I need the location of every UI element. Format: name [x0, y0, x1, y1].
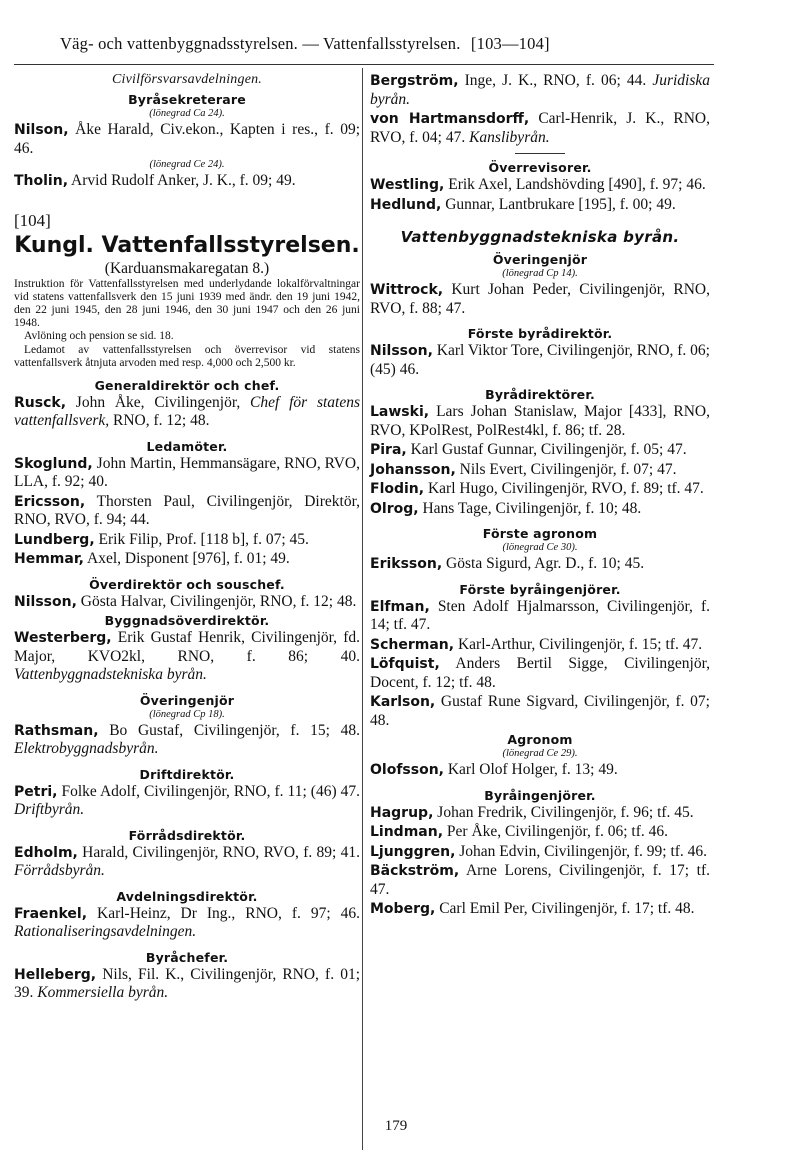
instruction-note: Instruktion för Vattenfallsstyrelsen med underlydande lokalförvaltningar vid statens vattenfallsverk den 15 juni 1939 med ändr. den 19 juni 1942, den 22 juni 1945, den 28 juni 1946, den 30 juni 1947 och den 26 juni 1948.	[14, 277, 360, 330]
page-number: 179	[384, 1118, 408, 1134]
pension-note: Avlöning och pension se sid. 18.	[24, 330, 174, 343]
agency-title: Kungl. Vattenfallsstyrelsen.	[14, 232, 360, 258]
person-name: Flodin,	[370, 481, 425, 497]
person-name: Scherman,	[370, 636, 455, 653]
person-entry: Wittrock, Kurt Johan Peder, Civilingenjör, RNO, RVO, f. 88; 47.	[370, 281, 710, 317]
section-heading: Överrevisorer.	[488, 160, 592, 175]
person-name: Moberg,	[370, 901, 436, 917]
salary-grade: (lönegrad Cp 14).	[502, 268, 578, 279]
person-name: Wittrock,	[370, 282, 444, 298]
person-name: Elfman,	[370, 598, 430, 615]
fee-note: Ledamot av vattenfallsstyrelsen och överrevisor vid statens vattenfallsverk åtnjuta arvoden med resp. 4,000 och 2,500 kr.	[14, 343, 360, 369]
person-entry: Hemmar, Axel, Disponent [976], f. 01; 49.	[14, 550, 290, 568]
section-heading: Överingenjör	[492, 252, 588, 267]
person-name: Petri,	[14, 783, 58, 800]
person-name: von Hartmansdorff,	[370, 111, 530, 127]
person-entry: Löfquist, Anders Bertil Sigge, Civilingenjör, Docent, f. 12; tf. 48.	[370, 655, 710, 691]
right-column	[370, 72, 710, 920]
person-entry: Moberg, Carl Emil Per, Civilingenjör, f. 17; tf. 48.	[370, 900, 695, 917]
person-name: Hedlund,	[370, 196, 442, 213]
person-name: Eriksson,	[370, 556, 443, 572]
person-name: Lawski,	[370, 404, 430, 420]
person-entry: Scherman, Karl-Arthur, Civilingenjör, f. 15; tf. 47.	[370, 635, 703, 653]
section-heading: Civilförsvarsavdelningen.	[111, 72, 263, 87]
person-name: Westerberg,	[14, 630, 112, 647]
person-entry: Lindman, Per Åke, Civilingenjör, f. 06; tf. 46.	[370, 823, 668, 840]
person-name: Olrog,	[370, 500, 419, 517]
person-name: Löfquist,	[370, 656, 440, 672]
person-name: Rusck,	[14, 394, 67, 411]
person-entry: Hedlund, Gunnar, Lantbrukare [195], f. 00; 49.	[370, 195, 676, 213]
person-entry: Eriksson, Gösta Sigurd, Agr. D., f. 10; 45.	[370, 555, 645, 572]
salary-grade: (lönegrad Ce 24).	[149, 159, 225, 170]
person-entry: Flodin, Karl Hugo, Civilingenjör, RVO, f. 89; tf. 47.	[370, 480, 704, 497]
section-heading: Agronom	[507, 732, 573, 747]
person-name: Karlson,	[370, 694, 436, 710]
header-text: Väg- och vattenbyggnadsstyrelsen. — Vattenfallsstyrelsen.	[60, 34, 461, 53]
running-header	[60, 34, 720, 54]
person-entry: Hagrup, Johan Fredrik, Civilingenjör, f. 96; tf. 45.	[370, 803, 694, 821]
person-name: Tholin,	[14, 173, 69, 189]
person-name: Westling,	[370, 177, 445, 193]
salary-grade: (lönegrad Ce 30).	[502, 542, 578, 553]
section-heading: Byrådirektörer.	[485, 387, 595, 402]
person-entry: Pira, Karl Gustaf Gunnar, Civilingenjör, f. 05; 47.	[370, 441, 687, 458]
person-entry: Ericsson, Thorsten Paul, Civilingenjör, Direktör, RNO, RVO, f. 94; 44.	[14, 492, 360, 529]
person-entry: Lawski, Lars Johan Stanislaw, Major [433], RNO, RVO, KPolRest, PolRest4kl, f. 86; tf. 28.	[370, 403, 710, 439]
section-heading: Förste byråingenjörer.	[459, 581, 621, 597]
salary-grade: (lönegrad Ca 24).	[149, 108, 225, 119]
person-entry: Edholm, Harald, Civilingenjör, RNO, RVO, f. 89; 41. Förrådsbyrån.	[14, 843, 360, 880]
person-name: Hemmar,	[14, 551, 84, 568]
section-heading: Byråchefer.	[145, 949, 229, 965]
person-entry: Tholin, Arvid Rudolf Anker, J. K., f. 09; 49.	[14, 172, 296, 189]
person-entry: Bäckström, Arne Lorens, Civilingenjör, f. 17; tf. 47.	[370, 862, 710, 898]
person-name: Pira,	[370, 442, 407, 458]
person-name: Ljunggren,	[370, 843, 456, 860]
person-name: Helleberg,	[14, 966, 97, 983]
section-heading: Byråsekreterare	[128, 92, 246, 107]
section-heading: Generaldirektör och chef.	[94, 377, 280, 393]
person-entry: Elfman, Sten Adolf Hjalmarsson, Civilingenjör, f. 14; tf. 47.	[370, 597, 710, 633]
section-heading: Byggnadsöverdirektör.	[104, 613, 270, 629]
section-heading: Förrådsdirektör.	[128, 827, 246, 843]
section-heading: Överingenjör	[139, 692, 235, 708]
header-pages: [103—104]	[470, 34, 550, 53]
agency-address: (Karduansmakaregatan 8.)	[104, 259, 270, 277]
person-name: Nilsson,	[370, 343, 433, 359]
section-heading: Avdelningsdirektör.	[116, 888, 258, 904]
person-entry: Karlson, Gustaf Rune Sigvard, Civilingenjör, f. 07; 48.	[370, 693, 710, 729]
person-name: Nilson,	[14, 122, 69, 138]
section-heading: Byråingenjörer.	[484, 787, 596, 803]
person-entry: Helleberg, Nils, Fil. K., Civilingenjör, RNO, f. 01; 39. Kommersiella byrån.	[14, 965, 360, 1002]
person-entry: Rathsman, Bo Gustaf, Civilingenjör, f. 15; 48. Elektrobyggnadsbyrån.	[14, 721, 360, 758]
person-entry: Lundberg, Erik Filip, Prof. [118 b], f. 07; 45.	[14, 530, 309, 548]
person-entry: Ljunggren, Johan Edvin, Civilingenjör, f. 99; tf. 46.	[370, 842, 708, 860]
person-entry: Petri, Folke Adolf, Civilingenjör, RNO, f. 11; (46) 47. Driftbyrån.	[14, 782, 360, 819]
person-entry: Olofsson, Karl Olof Holger, f. 13; 49.	[370, 761, 618, 778]
person-entry: Skoglund, John Martin, Hemmansägare, RNO, RVO, LLA, f. 92; 40.	[14, 454, 360, 491]
person-name: Lindman,	[370, 824, 444, 840]
section-heading: Förste agronom	[482, 526, 598, 541]
section-number: [104]	[14, 210, 51, 230]
salary-grade: (lönegrad Cp 18).	[149, 708, 225, 720]
person-entry: Fraenkel, Karl-Heinz, Dr Ing., RNO, f. 97; 46. Rationaliseringsavdelningen.	[14, 904, 360, 941]
person-name: Fraenkel,	[14, 905, 88, 922]
person-entry: Nilson, Åke Harald, Civ.ekon., Kapten i res., f. 09; 46.	[14, 121, 360, 157]
person-name: Olofsson,	[370, 762, 444, 778]
header-rule	[14, 64, 714, 65]
person-entry: Olrog, Hans Tage, Civilingenjör, f. 10; 48.	[370, 499, 642, 517]
person-name: Edholm,	[14, 844, 78, 861]
section-heading: Överdirektör och souschef.	[89, 576, 285, 592]
person-entry: Rusck, John Åke, Civilingenjör, Chef för statens vattenfallsverk, RNO, f. 12; 48.	[14, 393, 361, 430]
person-name: Johansson,	[370, 461, 456, 478]
person-entry: Johansson, Nils Evert, Civilingenjör, f. 07; 47.	[370, 460, 677, 478]
person-name: Rathsman,	[14, 722, 99, 739]
person-entry: Westling, Erik Axel, Landshövding [490], f. 97; 46.	[370, 176, 706, 193]
bureau-heading: Vattenbyggnadstekniska byrån.	[400, 228, 680, 246]
salary-grade: (lönegrad Ce 29).	[502, 748, 578, 759]
person-name: Skoglund,	[14, 455, 93, 472]
column-divider	[362, 68, 363, 1150]
person-entry: Bergström, Inge, J. K., RNO, f. 06; 44. Juridiska byrån.	[370, 72, 710, 108]
divider	[515, 153, 565, 154]
person-entry: von Hartmansdorff, Carl-Henrik, J. K., RNO, RVO, f. 04; 47. Kanslibyrån.	[370, 110, 710, 146]
person-name: Bäckström,	[370, 863, 460, 879]
person-entry: Nilsson, Gösta Halvar, Civilingenjör, RNO, f. 12; 48.	[14, 592, 357, 610]
person-entry: Westerberg, Erik Gustaf Henrik, Civilingenjör, fd. Major, KVO2kl, RNO, f. 86; 40. Vattenbyggnadstekniska byrån.	[14, 629, 360, 684]
person-name: Nilsson,	[14, 593, 77, 610]
person-name: Ericsson,	[14, 493, 86, 510]
person-name: Bergström,	[370, 73, 459, 89]
person-name: Hagrup,	[370, 804, 434, 821]
person-entry: Nilsson, Karl Viktor Tore, Civilingenjör, RNO, f. 06; (45) 46.	[370, 342, 710, 378]
person-name: Lundberg,	[14, 531, 95, 548]
section-heading: Driftdirektör.	[139, 766, 235, 782]
section-heading: Förste byrådirektör.	[467, 326, 613, 341]
left-column	[14, 72, 360, 1004]
section-heading: Ledamöter.	[146, 438, 228, 454]
